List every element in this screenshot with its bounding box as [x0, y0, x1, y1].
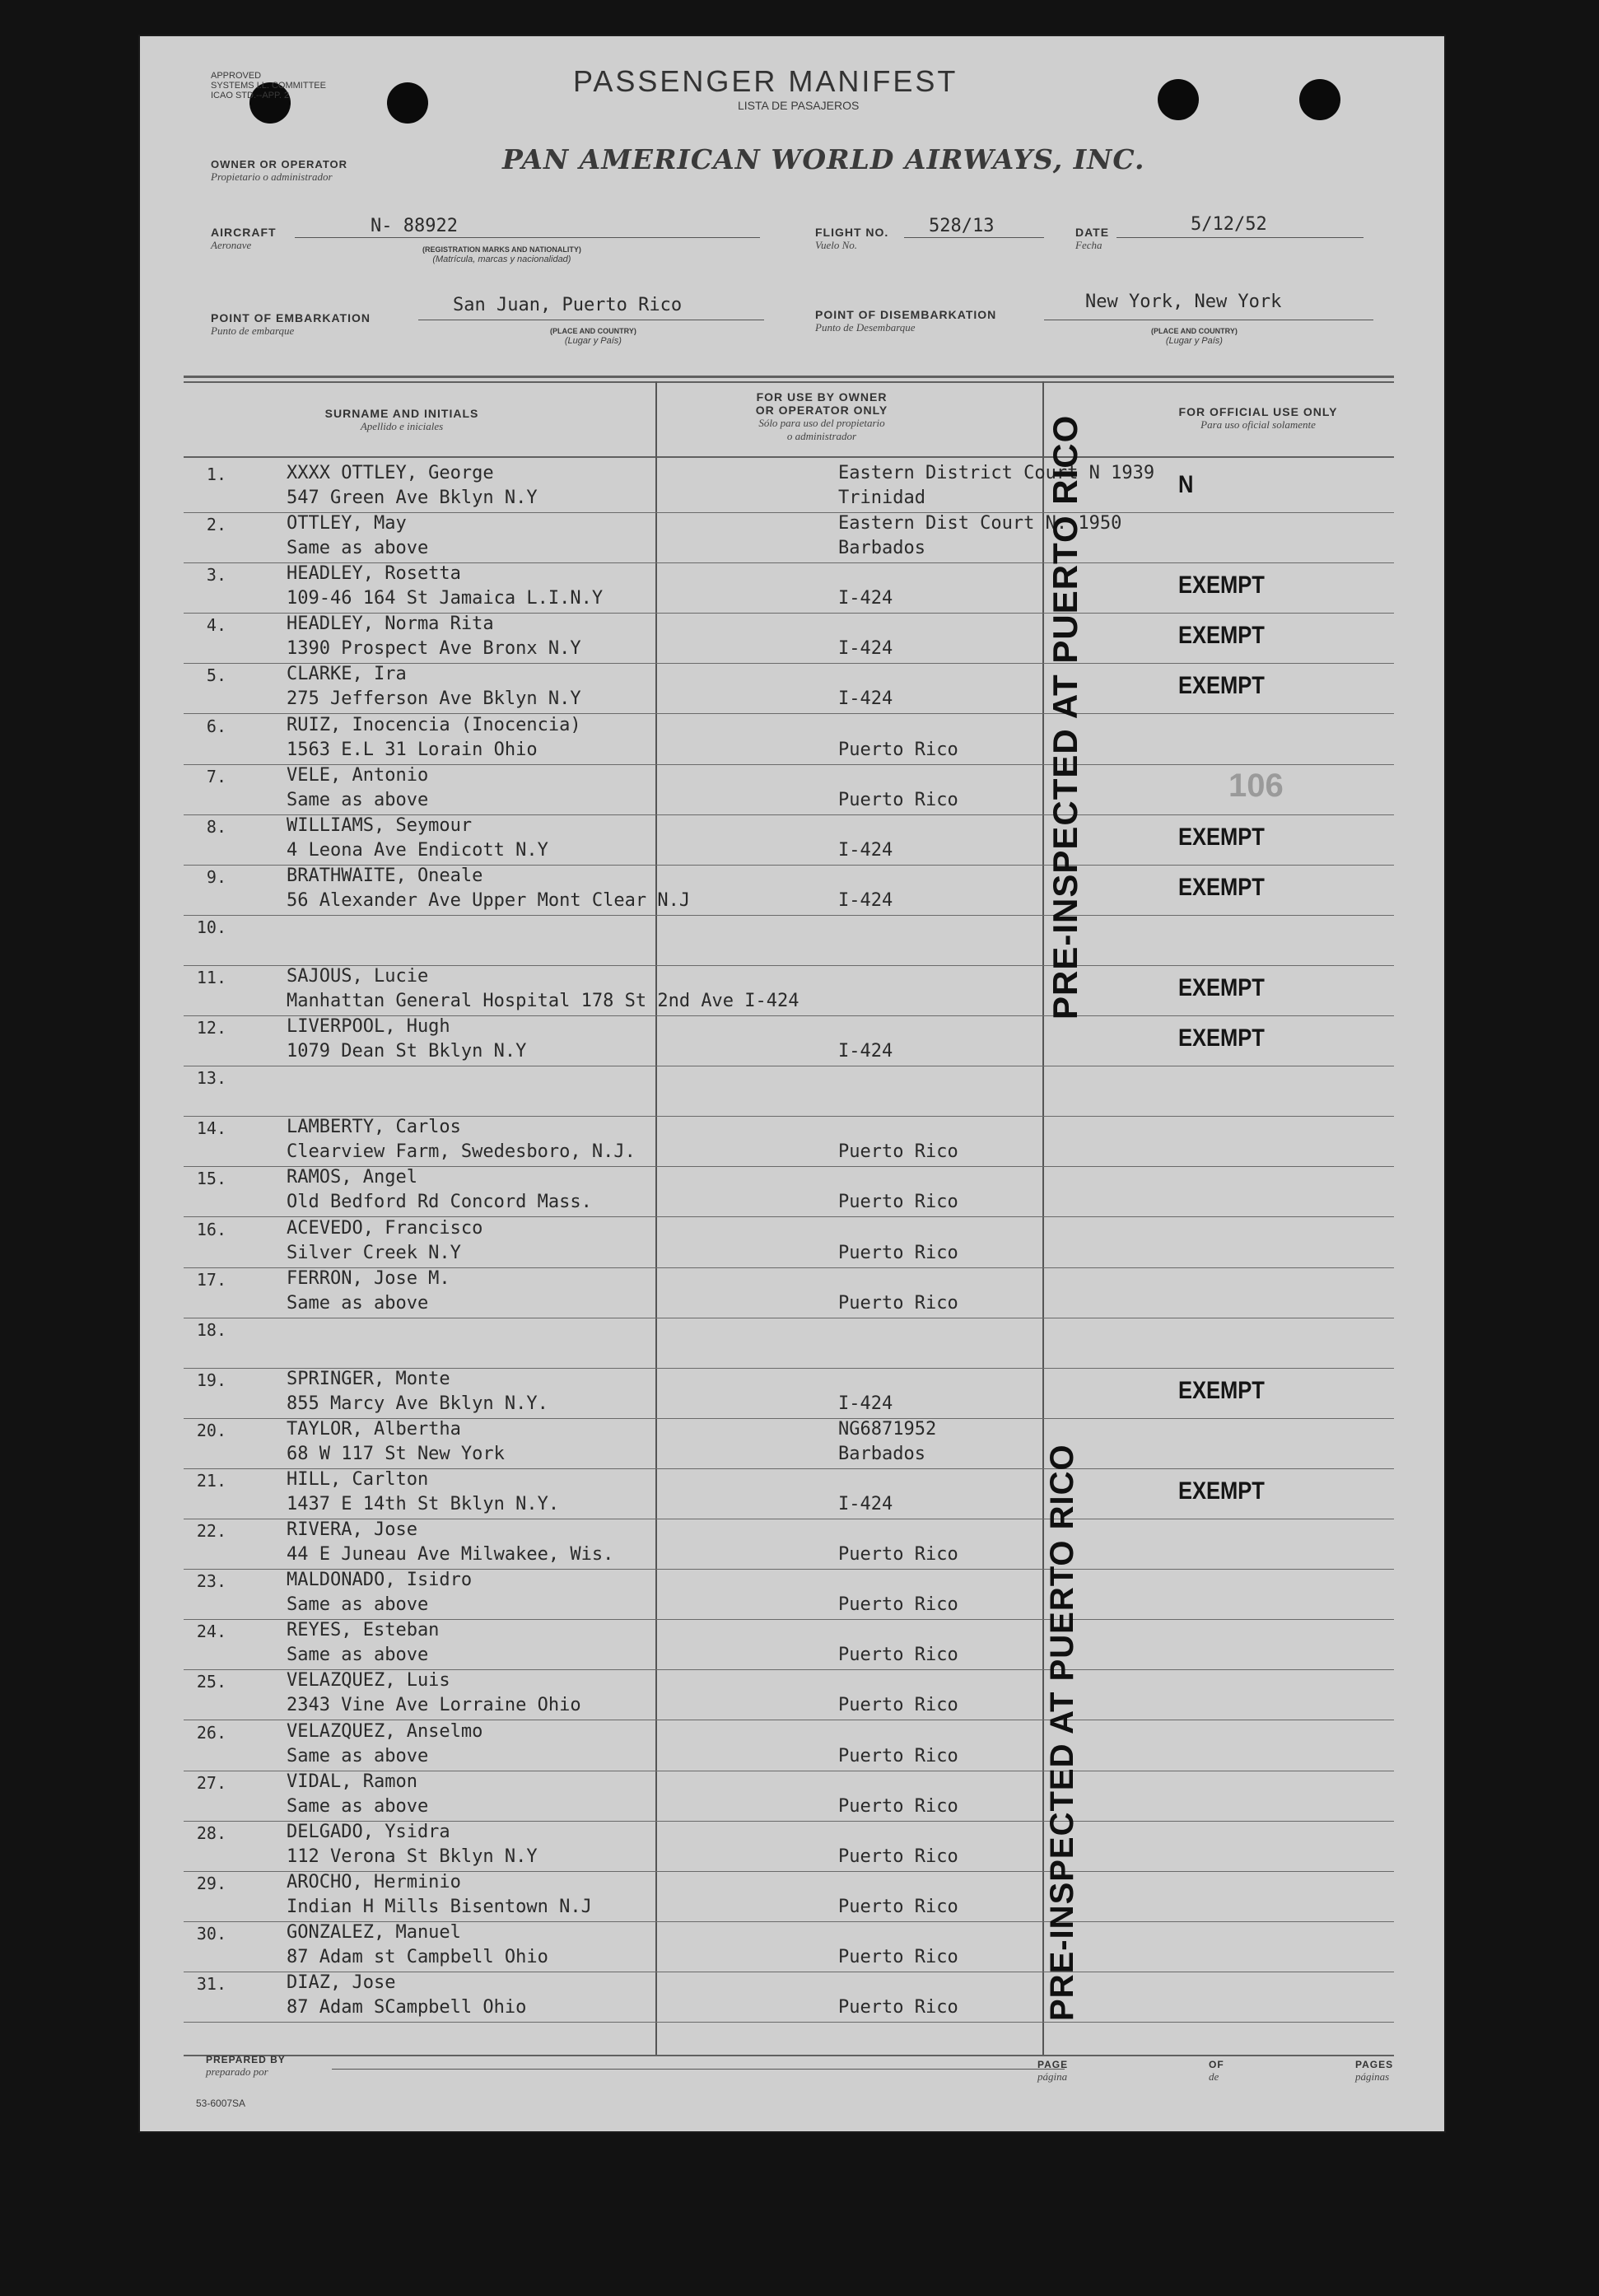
passenger-row — [184, 463, 1394, 513]
row-number: 6. — [206, 716, 226, 736]
passenger-address: Manhattan General Hospital 178 St 2nd Ave I-424 — [287, 991, 800, 1011]
official-mark: N — [1178, 471, 1194, 498]
passenger-address: 112 Verona St Bklyn N.Y — [287, 1846, 538, 1867]
row-number: 7. — [206, 766, 226, 786]
underline — [332, 2069, 1065, 2070]
underline — [904, 237, 1044, 238]
passenger-address: Indian H Mills Bisentown N.J — [287, 1896, 592, 1917]
row-number: 17. — [196, 1269, 226, 1290]
passenger-name: LIVERPOOL, Hugh — [287, 1016, 450, 1038]
registration-caption: (REGISTRATION MARKS AND NATIONALITY) (Matrícula, marcas y nacionalidad) — [422, 245, 581, 264]
row-number: 9. — [206, 866, 226, 887]
passenger-row — [184, 1218, 1394, 1268]
passenger-row — [184, 1167, 1394, 1217]
place-caption-2: (PLACE AND COUNTRY) (Lugar y País) — [1151, 327, 1238, 346]
header-bottom-rule — [184, 456, 1394, 458]
punch-hole — [1158, 79, 1199, 120]
row-number: 2. — [206, 515, 226, 535]
row-number: 24. — [196, 1622, 226, 1642]
row-number: 3. — [206, 565, 226, 586]
operator-note-2: Puerto Rico — [838, 1645, 958, 1666]
passenger-name: ACEVEDO, Francisco — [287, 1217, 483, 1239]
passenger-row — [184, 916, 1394, 966]
operator-note-2: I-424 — [838, 1041, 893, 1062]
row-number: 5. — [206, 665, 226, 686]
disembarkation-sublabel: Punto de Desembarque — [815, 321, 916, 334]
aircraft-value: N- 88922 — [371, 216, 458, 236]
official-mark: EXEMPT — [1178, 1376, 1265, 1404]
passenger-address: 87 Adam SCampbell Ohio — [287, 1997, 527, 2018]
row-number: 18. — [196, 1319, 226, 1340]
passenger-address: Old Bedford Rd Concord Mass. — [287, 1192, 592, 1213]
manifest-sheet — [138, 35, 1446, 2133]
passenger-name: DELGADO, Ysidra — [287, 1821, 450, 1842]
preinspected-stamp-lower: PRE-INSPECTED AT PUERTO RICO — [1044, 1444, 1080, 2021]
official-mark: EXEMPT — [1178, 823, 1265, 851]
passenger-address: Same as above — [287, 1292, 429, 1314]
passenger-name: DIAZ, Jose — [287, 1972, 396, 1993]
row-number: 28. — [196, 1822, 226, 1843]
operator-note-2: I-424 — [838, 688, 893, 710]
passenger-row — [184, 1771, 1394, 1822]
operator-note-2: Puerto Rico — [838, 1192, 958, 1213]
operator-note-2: Puerto Rico — [838, 1745, 958, 1766]
operator-note-2: Barbados — [838, 1443, 925, 1464]
page-number: PAGE página — [1037, 2059, 1069, 2083]
passenger-name: OTTLEY, May — [287, 513, 407, 534]
operator-note-2: Barbados — [838, 538, 925, 559]
passenger-address: 4 Leona Ave Endicott N.Y — [287, 839, 548, 861]
passenger-row — [184, 815, 1394, 866]
passenger-address: Same as above — [287, 789, 429, 810]
passenger-row — [184, 1469, 1394, 1519]
passenger-row — [184, 614, 1394, 664]
passenger-row — [184, 1016, 1394, 1066]
passenger-row — [184, 1419, 1394, 1469]
passenger-address: 547 Green Ave Bklyn N.Y — [287, 488, 538, 508]
passenger-address: 68 W 117 St New York — [287, 1443, 505, 1464]
passenger-name: XXXX OTTLEY, George — [287, 463, 494, 483]
row-rule — [184, 2022, 1394, 2023]
row-number: 14. — [196, 1118, 226, 1139]
operator-note-2: Puerto Rico — [838, 1896, 958, 1917]
passenger-name: VELE, Antonio — [287, 764, 429, 786]
passenger-name: CLARKE, Ira — [287, 664, 407, 685]
passenger-row — [184, 1318, 1394, 1369]
row-number: 10. — [196, 917, 226, 937]
passenger-name: HILL, Carlton — [287, 1469, 429, 1490]
passenger-name: RUIZ, Inocencia (Inocencia) — [287, 714, 581, 735]
owner-sublabel: Propietario o administrador — [211, 170, 333, 183]
passenger-name: RAMOS, Angel — [287, 1167, 417, 1188]
underline — [1117, 237, 1364, 238]
operator-note-2: Puerto Rico — [838, 1846, 958, 1867]
row-number: 1. — [206, 464, 226, 484]
operator-note-2: I-424 — [838, 638, 893, 660]
passenger-address: 44 E Juneau Ave Milwakee, Wis. — [287, 1544, 614, 1566]
passenger-row — [184, 1872, 1394, 1922]
pages-total: PAGES páginas — [1355, 2059, 1394, 2083]
passenger-address: 2343 Vine Ave Lorraine Ohio — [287, 1695, 581, 1716]
operator-note-2: Puerto Rico — [838, 1544, 958, 1566]
owner-label: OWNER OR OPERATOR — [211, 158, 348, 170]
passenger-name: VIDAL, Ramon — [287, 1771, 417, 1792]
passenger-name: MALDONADO, Isidro — [287, 1570, 473, 1591]
operator-note-2: Puerto Rico — [838, 1795, 958, 1817]
passenger-name: LAMBERTY, Carlos — [287, 1117, 461, 1138]
passenger-address: Same as above — [287, 538, 429, 559]
operator-note-2: Puerto Rico — [838, 1695, 958, 1716]
approval-note: APPROVED SYSTEMS I.L. COMMITTEE ICAO STD.--APP. 2 — [211, 71, 326, 100]
passenger-name: REYES, Esteban — [287, 1620, 440, 1641]
passenger-name: SAJOUS, Lucie — [287, 966, 429, 987]
passenger-name: HEADLEY, Rosetta — [287, 563, 461, 585]
form-number: 53-6007SA — [196, 2098, 246, 2109]
passenger-name: AROCHO, Herminio — [287, 1871, 461, 1892]
row-number: 11. — [196, 968, 226, 987]
passenger-row — [184, 1519, 1394, 1570]
row-number: 20. — [196, 1420, 226, 1440]
punch-hole — [1299, 79, 1340, 120]
date-label: DATE — [1075, 226, 1110, 239]
operator-note-1: Eastern District Court N 1939 — [838, 463, 1155, 483]
passenger-name: TAYLOR, Albertha — [287, 1418, 461, 1440]
table-top-rule — [184, 381, 1394, 383]
embarkation-sublabel: Punto de embarque — [211, 324, 295, 337]
passenger-row — [184, 1972, 1394, 2023]
passenger-name: HEADLEY, Norma Rita — [287, 614, 494, 635]
column-header-official: FOR OFFICIAL USE ONLY Para uso oficial solamente — [1178, 405, 1338, 431]
operator-note-2: I-424 — [838, 839, 893, 861]
row-number: 12. — [196, 1018, 226, 1038]
passenger-row — [184, 513, 1394, 563]
passenger-address: 1079 Dean St Bklyn N.Y — [287, 1041, 527, 1062]
passenger-address: 855 Marcy Ave Bklyn N.Y. — [287, 1393, 548, 1414]
passenger-row — [184, 1570, 1394, 1620]
place-caption: (PLACE AND COUNTRY) (Lugar y País) — [550, 327, 636, 346]
operator-note-2: Puerto Rico — [838, 1141, 958, 1163]
passenger-row — [184, 1268, 1394, 1318]
aircraft-sublabel: Aeronave — [211, 239, 252, 251]
passenger-row — [184, 866, 1394, 916]
official-mark: EXEMPT — [1178, 572, 1265, 600]
passenger-row — [184, 715, 1394, 765]
row-number: 19. — [196, 1370, 226, 1390]
row-number: 4. — [206, 615, 226, 636]
passenger-row — [184, 1822, 1394, 1872]
row-number: 27. — [196, 1772, 226, 1793]
operator-note-2: Puerto Rico — [838, 1292, 958, 1314]
passenger-row — [184, 664, 1394, 714]
passenger-address: 87 Adam st Campbell Ohio — [287, 1946, 548, 1967]
row-number: 8. — [206, 816, 226, 837]
operator-note-2: I-424 — [838, 1494, 893, 1514]
date-value: 5/12/52 — [1191, 214, 1267, 235]
row-number: 25. — [196, 1672, 226, 1692]
passenger-address: 1390 Prospect Ave Bronx N.Y — [287, 638, 581, 660]
passenger-row — [184, 1620, 1394, 1670]
row-number: 29. — [196, 1873, 226, 1893]
passenger-row — [184, 563, 1394, 614]
operator-note-2: Trinidad — [838, 488, 925, 508]
operator-note-2: Puerto Rico — [838, 1946, 958, 1967]
aircraft-label: AIRCRAFT — [211, 226, 277, 239]
row-number: 13. — [196, 1068, 226, 1089]
row-number: 22. — [196, 1521, 226, 1542]
page-of: OF de — [1209, 2059, 1224, 2083]
row-number: 15. — [196, 1169, 226, 1189]
passenger-row — [184, 1670, 1394, 1720]
passenger-address: 109-46 164 St Jamaica L.I.N.Y — [287, 588, 604, 609]
stamp-number: 106 — [1228, 768, 1284, 804]
passenger-row — [184, 1721, 1394, 1771]
prepared-by: PREPARED BY preparado por — [206, 2054, 286, 2078]
passenger-row — [184, 1922, 1394, 1972]
operator-note-2: Puerto Rico — [838, 1242, 958, 1263]
official-mark: EXEMPT — [1178, 1024, 1265, 1052]
passenger-name: VELAZQUEZ, Anselmo — [287, 1720, 483, 1742]
page-title: PASSENGER MANIFEST — [573, 64, 958, 98]
passenger-row — [184, 1117, 1394, 1167]
column-header-operator: FOR USE BY OWNER OR OPERATOR ONLY Sólo para uso del propietario o administrador — [755, 390, 888, 442]
passenger-address: Same as above — [287, 1645, 429, 1666]
passenger-row — [184, 765, 1394, 815]
passenger-name: VELAZQUEZ, Luis — [287, 1670, 450, 1692]
operator-note-1: Eastern Dist Court N. 1950 — [838, 513, 1122, 534]
passenger-name: WILLIAMS, Seymour — [287, 814, 473, 836]
passenger-name: FERRON, Jose M. — [287, 1267, 450, 1289]
embarkation-label: POINT OF EMBARKATION — [211, 311, 371, 324]
row-number: 21. — [196, 1471, 226, 1491]
row-number: 26. — [196, 1722, 226, 1743]
passenger-name: RIVERA, Jose — [287, 1519, 417, 1541]
airline-name: PAN AMERICAN WORLD AIRWAYS, INC. — [502, 143, 1145, 175]
disembarkation-label: POINT OF DISEMBARKATION — [815, 308, 997, 321]
operator-note-1: NG6871952 — [838, 1418, 937, 1440]
flight-label: FLIGHT NO. — [815, 226, 889, 239]
official-mark: EXEMPT — [1178, 974, 1265, 1001]
passenger-row — [184, 966, 1394, 1016]
operator-note-2: I-424 — [838, 588, 893, 609]
official-mark: EXEMPT — [1178, 622, 1265, 650]
row-number: 30. — [196, 1923, 226, 1944]
operator-note-2: Puerto Rico — [838, 789, 958, 810]
page-subtitle: LISTA DE PASAJEROS — [738, 99, 860, 112]
passenger-address: 1437 E 14th St Bklyn N.Y. — [287, 1494, 560, 1514]
official-mark: EXEMPT — [1178, 1477, 1265, 1505]
passenger-address: 56 Alexander Ave Upper Mont Clear N.J — [287, 889, 691, 911]
disembarkation-value: New York, New York — [1085, 292, 1282, 312]
passenger-row — [184, 1066, 1394, 1117]
passenger-name: GONZALEZ, Manuel — [287, 1921, 461, 1943]
row-number: 16. — [196, 1219, 226, 1239]
operator-note-2: Puerto Rico — [838, 1594, 958, 1616]
table-bottom-rule — [184, 2055, 1394, 2056]
passenger-address: 275 Jefferson Ave Bklyn N.Y — [287, 688, 581, 710]
column-header-names: SURNAME AND INITIALS Apellido e iniciales — [324, 407, 479, 432]
passenger-address: Silver Creek N.Y — [287, 1242, 461, 1263]
passenger-address: Clearview Farm, Swedesboro, N.J. — [287, 1141, 636, 1163]
passenger-name: SPRINGER, Monte — [287, 1368, 450, 1389]
passenger-name: BRATHWAITE, Oneale — [287, 865, 483, 886]
official-mark: EXEMPT — [1178, 672, 1265, 700]
embarkation-value: San Juan, Puerto Rico — [453, 295, 683, 315]
operator-note-2: I-424 — [838, 889, 893, 911]
passenger-row — [184, 1369, 1394, 1419]
underline — [295, 237, 760, 238]
flight-value: 528/13 — [929, 216, 995, 236]
punch-hole — [387, 82, 428, 124]
official-mark: EXEMPT — [1178, 873, 1265, 901]
preinspected-stamp-upper: PRE-INSPECTED AT PUERTO RICO — [1046, 414, 1084, 1020]
row-number: 23. — [196, 1571, 226, 1592]
passenger-address: Same as above — [287, 1795, 429, 1817]
table-top-rule — [184, 376, 1394, 378]
operator-note-2: Puerto Rico — [838, 739, 958, 760]
operator-note-2: I-424 — [838, 1393, 893, 1414]
flight-sublabel: Vuelo No. — [815, 239, 858, 251]
operator-note-2: Puerto Rico — [838, 1997, 958, 2018]
date-sublabel: Fecha — [1075, 239, 1103, 251]
passenger-address: Same as above — [287, 1594, 429, 1616]
row-number: 31. — [196, 1974, 226, 1994]
passenger-address: Same as above — [287, 1745, 429, 1766]
passenger-address: 1563 E.L 31 Lorain Ohio — [287, 739, 538, 760]
